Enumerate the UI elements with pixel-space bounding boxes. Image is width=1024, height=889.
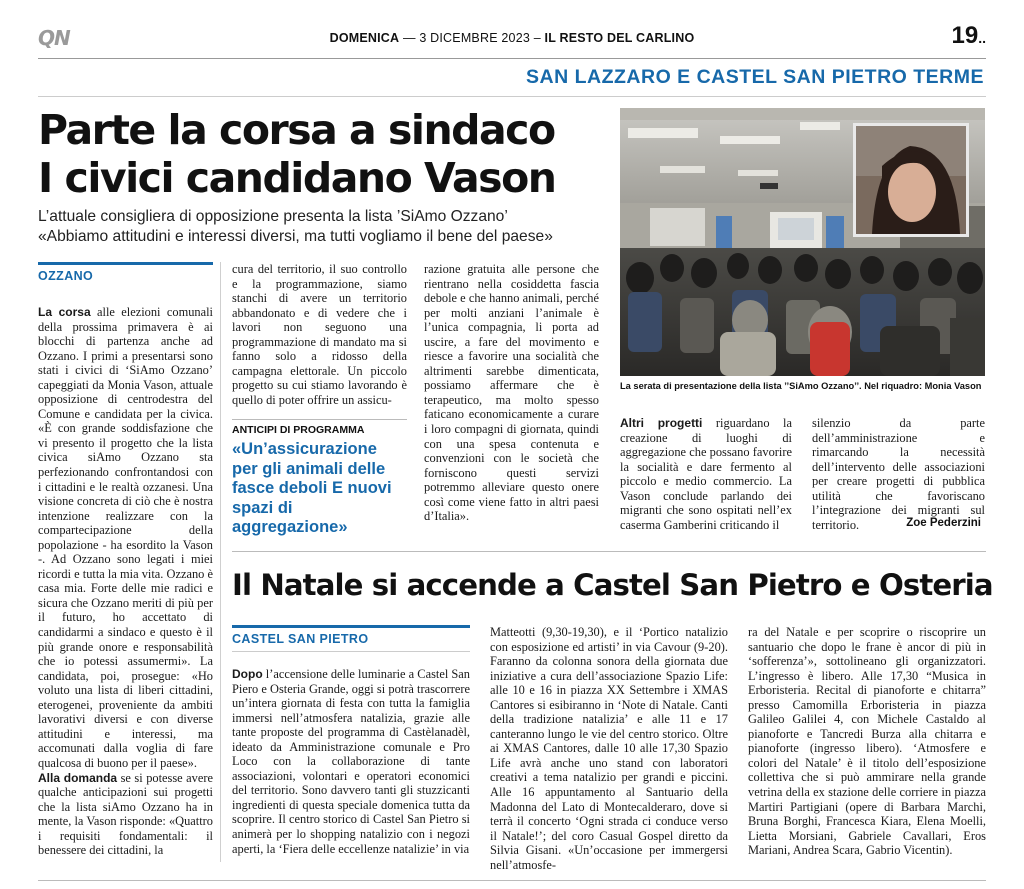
article1-column-3 — [424, 262, 599, 524]
newspaper-logo: QN — [38, 26, 70, 50]
article1-col2-text: cura del territorio, il suo controllo e la programmazione, siamo stanchi di avere un territorio abbandonato e di vedere che i lavori non seguono una programmazione di mandato ma si fanno solo a ridosso della campagna elettorale. Un piccolo progetto su cui stiamo lavorando è quello di poter offrire un assicu- — [232, 262, 407, 407]
page-number — [952, 22, 986, 50]
bottom-rule — [38, 880, 986, 881]
article2-kicker-underline — [232, 651, 470, 652]
article-separator — [232, 551, 986, 552]
article1-col1-paragraph2 — [38, 771, 213, 858]
page-number-dots: .. — [978, 30, 986, 46]
article1-col3-text: razione gratuita alle persone che rientrano nella cosiddetta fascia debole e che hanno animali, perché per molti anziani l’animale è l’unica compagnia, li porta ad uscire, a fare del movimento e riesce a favorire una socialità che altrimenti sarebbe dimenticata, possiamo affermare che è terapeutico, ma molto spesso faticano economicamente a curare i loro compagni di giornata, quindi con una spesa contenuta e convenzioni con le società che forniscono questi servizi potremmo alleviare questo onere così come viene fatto in altri paesi d’Italia». — [424, 262, 599, 524]
masthead-rule — [38, 58, 986, 59]
article2-kicker: CASTEL SAN PIETRO — [232, 632, 369, 646]
event-photo-illustration — [620, 108, 985, 376]
article1-column-4 — [620, 416, 792, 532]
article1-col1-paragraph1 — [38, 305, 213, 771]
article2-col1-paragraph — [232, 667, 470, 856]
article1-column-2 — [232, 262, 407, 407]
article1-col1-text2: se si potesse avere qualche anticipazioni sui progetti che la lista siAmo Ozzano ha in mente, la Vason risponde: «Quattro i requisiti fondamentali: il benessere dei cittadini, la — [38, 770, 213, 858]
article2-column-2 — [490, 625, 728, 872]
article2-kicker-bar — [232, 625, 470, 628]
article1-photo — [620, 108, 985, 376]
article1-pull-quote: «Un’assicurazione per gli animali delle fasce deboli E nuovi spazi di aggregazione» — [232, 440, 392, 536]
article1-kicker-bar — [38, 262, 213, 265]
article1-col4-text: riguardano la creazione di luoghi di aggregazione che possano favorire la socialità e dare fermento al piccolo e medio commercio. La Vason conclude parlando dei migranti che sono ospitati nell’ex caserma Gamberini criticando il — [620, 416, 792, 532]
article1-col1-text: alle elezioni comunali della prossima primavera è ai blocchi di partenza anche ad Ozzano. I primi a presentarsi sono stati i civici di ‘SiAmo Ozzano’ capeggiati da Monia Vason, attuale opposizione di centrodestra del Comune e candidata per la civica. «È con grande soddisfazione che vi presento il progetto che la lista civica siAmo Ozzano sta perfezionando confrontandosi con i cittadini e le realtà ozzanesi. Una visione concreta di ciò che è nostra intenzione realizzare con la compartecipazione della popolazione - ha esordito la Vason -. Ad Ozzano sono legati i miei ricordi e tutta la mia vita. Ozzano è casa mia. Forte delle mie radici e sicura che Ozzano meriti di più per il futuro, ho accettato di candidarmi a sindaco e questo è il più grande onore e responsabilità che io potessi assumermi». La candidata, poi, prosegue: «Ho voluto una lista di liberi cittadini, eterogenei, proveniente da ambiti lavorativi diversi e con diverse attitudini e interessi, ma accomunati dalla voglia di fare qualcosa di buono per il paese». — [38, 305, 213, 770]
article2-col3-text: ra del Natale e per scoprire o riscoprire un santuario che dopo le frane è ancor di più in ‘sofferenza’», sottolineano gli organizzatori. L’ingresso è libero. Alle 17,30 “Musica in Erboristeria. Recital di pianoforte e chitarra” presso Camomilla Erboristeria in piazza Galileo Galilei 4, con Michele Castaldo al pianoforte e Tancredi Burza alla chitarra e pianoforte (ingresso libero). ‘Atmosfere e colori del Natale’ è il titolo dell’esposizione collettiva che si può ammirare nella grande vetrina della ex stazione delle corriere in piazza Martiri Partigiani (opere di Barbara Marchi, Bruna Borghi, Francesca Kiara, Elena Moelli, Lietta Morsiani, Gabriele Cavallari, Eros Mariani, Andrea Scara, Gabrio Vicentin). — [748, 625, 986, 858]
dateline-day: DOMENICA — [329, 31, 400, 45]
article1-headline-line1: Parte la corsa a sindaco — [38, 106, 555, 154]
article1-col1-lead2: Alla domanda — [38, 770, 118, 785]
article1-subhead — [38, 207, 618, 247]
article1-subhead-line1: L’attuale consigliera di opposizione presenta la lista ’SiAmo Ozzano’ — [38, 208, 508, 225]
dateline-dash: — — [402, 31, 420, 45]
dateline-dash: – — [533, 31, 545, 45]
anticipi-rule — [232, 419, 407, 420]
article2-column-1 — [232, 667, 470, 856]
article2-col1-text: l’accensione delle luminarie a Castel San Piero e Osteria Grande, oggi si potrà trascorrere un’intera giornata di festa con tutta la famiglia immersi nell’atmosfera natalizia, grazie alle tante proposte del programma di Castèlanadèl, ideato da Amministrazione comunale e Pro Loco con la collaborazione di tante associazioni, volontari e operatori economici del territorio. Sono davvero tanti gli stuzzicanti ingredienti di questa speciale domenica tutta da scoprire. Il centro storico di Castel San Pietro si animerà per lo shopping natalizio con i negozi aperti, la ‘Fiera delle eccellenze natalizie’ in via — [232, 667, 470, 856]
article1-photo-caption: La serata di presentazione della lista ’’SiAmo Ozzano’’. Nel riquadro: Monia Vason — [620, 381, 982, 391]
article2-col1-lead: Dopo — [232, 667, 263, 681]
article2-column-3 — [748, 625, 986, 858]
article1-headline — [38, 106, 618, 202]
anticipi-label: ANTICIPI DI PROGRAMMA — [232, 424, 365, 436]
article1-author: Zoe Pederzini — [906, 517, 981, 529]
section-title: SAN LAZZARO E CASTEL SAN PIETRO TERME — [526, 66, 984, 88]
article1-col4-paragraph — [620, 416, 792, 532]
article1-col5-text: silenzio da parte dell’amministrazione e rimarcando la necessità dell’intervento delle associazioni per creare progetti di pubblica utilità che favoriscano l’integrazione dei migranti sul territorio. — [812, 416, 985, 532]
article1-headline-line2: I civici candidano Vason — [38, 154, 556, 202]
article1-col4-lead: Altri progetti — [620, 416, 703, 430]
article1-col1-lead: La corsa — [38, 305, 91, 319]
dateline — [0, 31, 1024, 45]
article1-subhead-line2: «Abbiamo attitudini e interessi diversi, ma tutti vogliamo il bene del paese» — [38, 228, 553, 245]
page-number-value: 19 — [951, 22, 979, 49]
dateline-date: 3 DICEMBRE 2023 — [419, 31, 531, 45]
dateline-paper: IL RESTO DEL CARLINO — [544, 31, 695, 45]
article1-kicker: OZZANO — [38, 269, 94, 283]
section-rule — [38, 96, 986, 97]
article2-headline: Il Natale si accende a Castel San Pietro e Osteria — [232, 568, 993, 602]
article2-col2-text: Matteotti (9,30-19,30), e il ‘Portico natalizio con esposizione ed artisti’ in via Cavour (9-20). Faranno da colonna sonora della giornata due iniziative a cura dell’associazione Spazio Life: alle 10 e 16 in piazza XX Settembre i XMAS Cantores si esibiranno in ‘Note di Natale. Canti della tradizione natalizia’ e alle 11 e 17 canteranno lungo le vie del centro storico. Oltre ai XMAS Cantores, dalle 10 alle 17,30 Spazio Life avrà anche uno stand con laboratori creativi a tema natalizio per grandi e piccini. Alle 16 appuntamento al Santuario della Madonna del Lato di Montecalderaro, dove si terrà il concerto ‘Ogni strada ci conduce verso il Natale!’; del coro Casual Gospel diretto da Silvia Gisani. «Un’occasione per immergersi nell’atmosfe- — [490, 625, 728, 872]
article1-column-1 — [38, 305, 213, 858]
article1-col-divider — [220, 262, 221, 862]
article1-column-5 — [812, 416, 985, 532]
